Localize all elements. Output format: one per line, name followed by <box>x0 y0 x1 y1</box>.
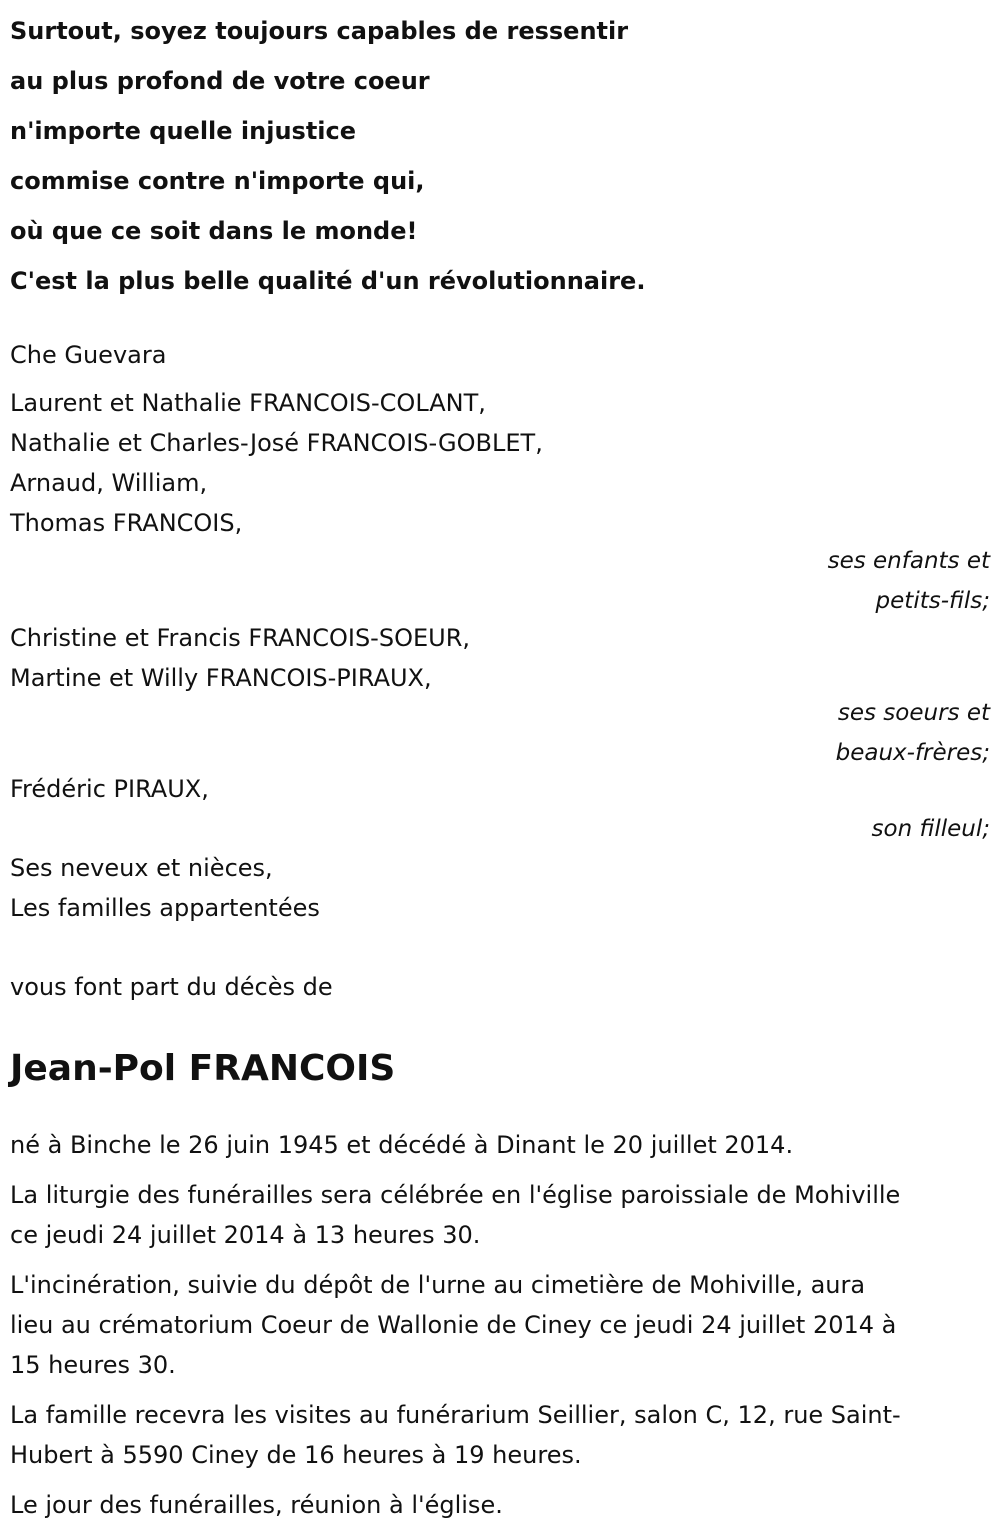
family-name-line: Les familles appartentées <box>10 894 320 922</box>
relation-line: petits-fils; <box>875 588 990 614</box>
family-name-line: Martine et Willy FRANCOIS-PIRAUX, <box>10 664 432 692</box>
quote-line: commise contre n'importe qui, <box>10 167 425 195</box>
family-group-godson <box>10 769 990 849</box>
relation-label <box>10 809 990 849</box>
family-name-line: Frédéric PIRAUX, <box>10 775 209 803</box>
quote-author: Che Guevara <box>10 341 167 369</box>
family-group-children <box>10 383 990 621</box>
liturgy-paragraph: La liturgie des funérailles sera célébrée en l'église paroissiale de Mohiville ce jeudi 24 juillet 2014 à 13 heures 30. <box>10 1181 901 1249</box>
family-name-line: Thomas FRANCOIS, <box>10 509 243 537</box>
quote-line: n'importe quelle injustice <box>10 117 357 145</box>
quote-line: au plus profond de votre coeur <box>10 67 430 95</box>
relation-line: ses soeurs et <box>837 700 990 726</box>
family-name-line: Christine et Francis FRANCOIS-SOEUR, <box>10 624 470 652</box>
family-group-relatives <box>10 848 990 928</box>
relation-line: beaux-frères; <box>835 740 990 766</box>
family-name-line: Ses neveux et nièces, <box>10 854 273 882</box>
family-name-line: Laurent et Nathalie FRANCOIS-COLANT, <box>10 389 486 417</box>
birth-death-paragraph: né à Binche le 26 juin 1945 et décédé à Dinant le 20 juillet 2014. <box>10 1131 794 1159</box>
deceased-name: Jean-Pol FRANCOIS <box>10 1048 396 1089</box>
quote-block <box>10 0 990 306</box>
announcement-text: vous font part du décès de <box>10 973 333 1001</box>
relation-line: son filleul; <box>871 816 990 842</box>
family-group-sisters <box>10 618 990 773</box>
family-list <box>10 383 990 928</box>
relation-label <box>10 541 990 621</box>
quote-line: Surtout, soyez toujours capables de ressentir <box>10 17 629 45</box>
meeting-paragraph: Le jour des funérailles, réunion à l'église. <box>10 1491 503 1519</box>
visits-paragraph: La famille recevra les visites au funérarium Seillier, salon C, 12, rue Saint- Hubert à 5590 Ciney de 16 heures à 19 heures. <box>10 1401 901 1469</box>
funeral-details <box>10 1125 990 1525</box>
quote-line: C'est la plus belle qualité d'un révolutionnaire. <box>10 267 646 295</box>
relation-line: ses enfants et <box>827 548 990 574</box>
cremation-paragraph: L'incinération, suivie du dépôt de l'urne au cimetière de Mohiville, aura lieu au crématorium Coeur de Wallonie de Ciney ce jeudi 24 juillet 2014 à 15 heures 30. <box>10 1271 897 1379</box>
family-name-line: Arnaud, William, <box>10 469 208 497</box>
quote-line: où que ce soit dans le monde! <box>10 217 418 245</box>
family-name-line: Nathalie et Charles-José FRANCOIS-GOBLET, <box>10 429 543 457</box>
relation-label <box>10 693 990 773</box>
